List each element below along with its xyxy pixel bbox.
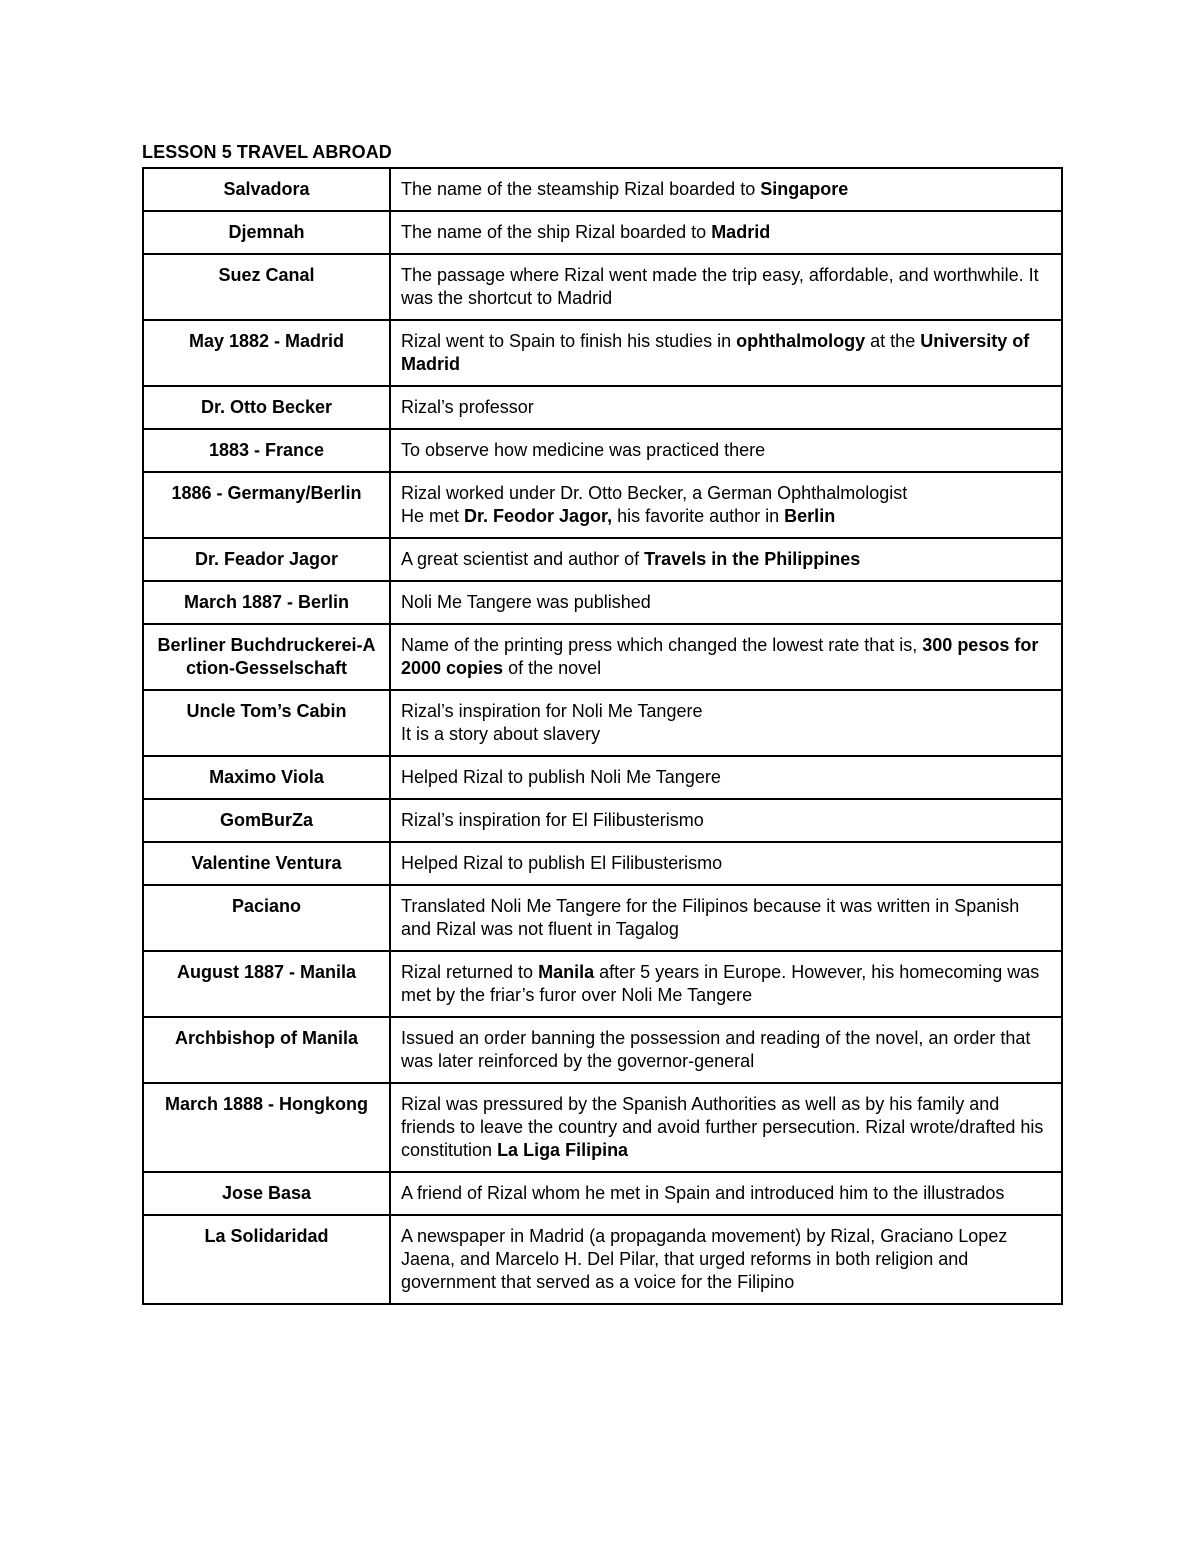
term-cell: Jose Basa — [143, 1172, 390, 1215]
term-cell: 1886 - Germany/Berlin — [143, 472, 390, 538]
description-line — [401, 221, 1051, 244]
table-row — [143, 429, 1062, 472]
description-bold-text: La Liga Filipina — [497, 1140, 629, 1160]
term-cell: Dr. Otto Becker — [143, 386, 390, 429]
description-line — [401, 482, 1051, 505]
table-row — [143, 386, 1062, 429]
description-text: Rizal’s inspiration for El Filibusterismo — [401, 810, 704, 830]
description-text: Helped Rizal to publish El Filibusterismo — [401, 853, 723, 873]
table-row — [143, 538, 1062, 581]
description-cell — [390, 386, 1062, 429]
description-bold-text: Manila — [538, 962, 595, 982]
description-line — [401, 1182, 1051, 1205]
description-bold-text: Berlin — [784, 506, 836, 526]
description-cell — [390, 538, 1062, 581]
description-cell — [390, 1017, 1062, 1083]
table-row — [143, 254, 1062, 320]
description-line — [401, 766, 1051, 789]
table-row — [143, 1172, 1062, 1215]
table-row — [143, 581, 1062, 624]
description-cell — [390, 1172, 1062, 1215]
description-line — [401, 634, 1051, 680]
description-line — [401, 852, 1051, 875]
table-row — [143, 472, 1062, 538]
term-cell: La Solidaridad — [143, 1215, 390, 1304]
table-row — [143, 624, 1062, 690]
description-text: It is a story about slavery — [401, 724, 601, 744]
term-cell: Djemnah — [143, 211, 390, 254]
description-cell — [390, 1215, 1062, 1304]
description-line — [401, 396, 1051, 419]
description-line — [401, 505, 1051, 528]
description-text: Translated Noli Me Tangere for the Filipinos because it was written in Spanish and Rizal was not fluent in Tagalog — [401, 896, 1020, 939]
description-text: A great scientist and author of — [401, 549, 645, 569]
term-cell: May 1882 - Madrid — [143, 320, 390, 386]
description-text: Name of the printing press which changed the lowest rate that is, — [401, 635, 923, 655]
description-bold-text: Dr. Feodor Jagor, — [464, 506, 613, 526]
description-text: Noli Me Tangere was published — [401, 592, 651, 612]
description-cell — [390, 1083, 1062, 1172]
description-line — [401, 961, 1051, 1007]
description-cell — [390, 581, 1062, 624]
description-line — [401, 591, 1051, 614]
description-text: The name of the steamship Rizal boarded to — [401, 179, 761, 199]
table-row — [143, 756, 1062, 799]
description-text: after 5 years in Europe. However, his homecoming was met by the friar’s furor over Noli Me Tangere — [401, 962, 1040, 1005]
description-line — [401, 1093, 1051, 1162]
description-cell — [390, 951, 1062, 1017]
description-cell — [390, 624, 1062, 690]
description-line — [401, 809, 1051, 832]
description-text: A newspaper in Madrid (a propaganda movement) by Rizal, Graciano Lopez Jaena, and Marcelo H. Del Pilar, that urged reforms in both religion and government that served as a voice for the Filipino — [401, 1226, 1008, 1292]
description-bold-text: University of Madrid — [401, 331, 1030, 374]
document-title: LESSON 5 TRAVEL ABROAD — [142, 142, 392, 162]
description-text: Rizal’s professor — [401, 397, 534, 417]
term-cell: March 1887 - Berlin — [143, 581, 390, 624]
description-cell — [390, 168, 1062, 211]
description-line — [401, 700, 1051, 723]
term-cell: Dr. Feador Jagor — [143, 538, 390, 581]
description-cell — [390, 799, 1062, 842]
description-cell — [390, 254, 1062, 320]
table-row — [143, 320, 1062, 386]
table-row — [143, 690, 1062, 756]
term-cell: Uncle Tom’s Cabin — [143, 690, 390, 756]
description-line — [401, 330, 1051, 376]
term-cell: Berliner Buchdruckerei-Action-Gesselschaft — [143, 624, 390, 690]
description-bold-text: 300 pesos for 2000 copies — [401, 635, 1039, 678]
description-cell — [390, 472, 1062, 538]
description-text: of the novel — [503, 658, 602, 678]
description-cell — [390, 842, 1062, 885]
description-cell — [390, 320, 1062, 386]
description-text: He met — [401, 506, 465, 526]
table-row — [143, 951, 1062, 1017]
term-cell: Archbishop of Manila — [143, 1017, 390, 1083]
description-text: his favorite author in — [612, 506, 785, 526]
term-cell: 1883 - France — [143, 429, 390, 472]
table-row — [143, 1215, 1062, 1304]
term-cell: Valentine Ventura — [143, 842, 390, 885]
description-line — [401, 723, 1051, 746]
description-text: The name of the ship Rizal boarded to — [401, 222, 712, 242]
description-text: Rizal worked under Dr. Otto Becker, a German Ophthalmologist — [401, 483, 908, 503]
description-bold-text: Madrid — [711, 222, 771, 242]
description-text: Helped Rizal to publish Noli Me Tangere — [401, 767, 721, 787]
description-line — [401, 1225, 1051, 1294]
description-cell — [390, 690, 1062, 756]
term-cell: Paciano — [143, 885, 390, 951]
description-line — [401, 264, 1051, 310]
description-text: Rizal was pressured by the Spanish Authorities as well as by his family and friends to leave the country and avoid further persecution. Rizal wrote/drafted his constitution — [401, 1094, 1044, 1160]
description-bold-text: Singapore — [760, 179, 849, 199]
table-row — [143, 168, 1062, 211]
description-cell — [390, 756, 1062, 799]
description-text: To observe how medicine was practiced there — [401, 440, 766, 460]
term-cell: August 1887 - Manila — [143, 951, 390, 1017]
description-text: Rizal returned to — [401, 962, 539, 982]
table-row — [143, 885, 1062, 951]
term-cell: Salvadora — [143, 168, 390, 211]
description-text: Rizal went to Spain to finish his studies in — [401, 331, 737, 351]
table-row — [143, 799, 1062, 842]
description-text: Rizal’s inspiration for Noli Me Tangere — [401, 701, 703, 721]
description-bold-text: ophthalmology — [736, 331, 866, 351]
terms-table — [142, 167, 1063, 1305]
description-bold-text: Travels in the Philippines — [644, 549, 861, 569]
table-row — [143, 1083, 1062, 1172]
description-text: A friend of Rizal whom he met in Spain and introduced him to the illustrados — [401, 1183, 1005, 1203]
description-text: Issued an order banning the possession and reading of the novel, an order that was later reinforced by the governor-general — [401, 1028, 1031, 1071]
terms-table-body — [143, 168, 1062, 1304]
description-cell — [390, 211, 1062, 254]
term-cell: Maximo Viola — [143, 756, 390, 799]
term-cell: March 1888 - Hongkong — [143, 1083, 390, 1172]
description-line — [401, 439, 1051, 462]
description-cell — [390, 429, 1062, 472]
table-row — [143, 842, 1062, 885]
description-line — [401, 178, 1051, 201]
description-line — [401, 895, 1051, 941]
term-cell: GomBurZa — [143, 799, 390, 842]
table-row — [143, 211, 1062, 254]
description-cell — [390, 885, 1062, 951]
description-text: The passage where Rizal went made the trip easy, affordable, and worthwhile. It was the shortcut to Madrid — [401, 265, 1039, 308]
description-line — [401, 1027, 1051, 1073]
term-cell: Suez Canal — [143, 254, 390, 320]
description-line — [401, 548, 1051, 571]
table-row — [143, 1017, 1062, 1083]
description-text: at the — [865, 331, 921, 351]
